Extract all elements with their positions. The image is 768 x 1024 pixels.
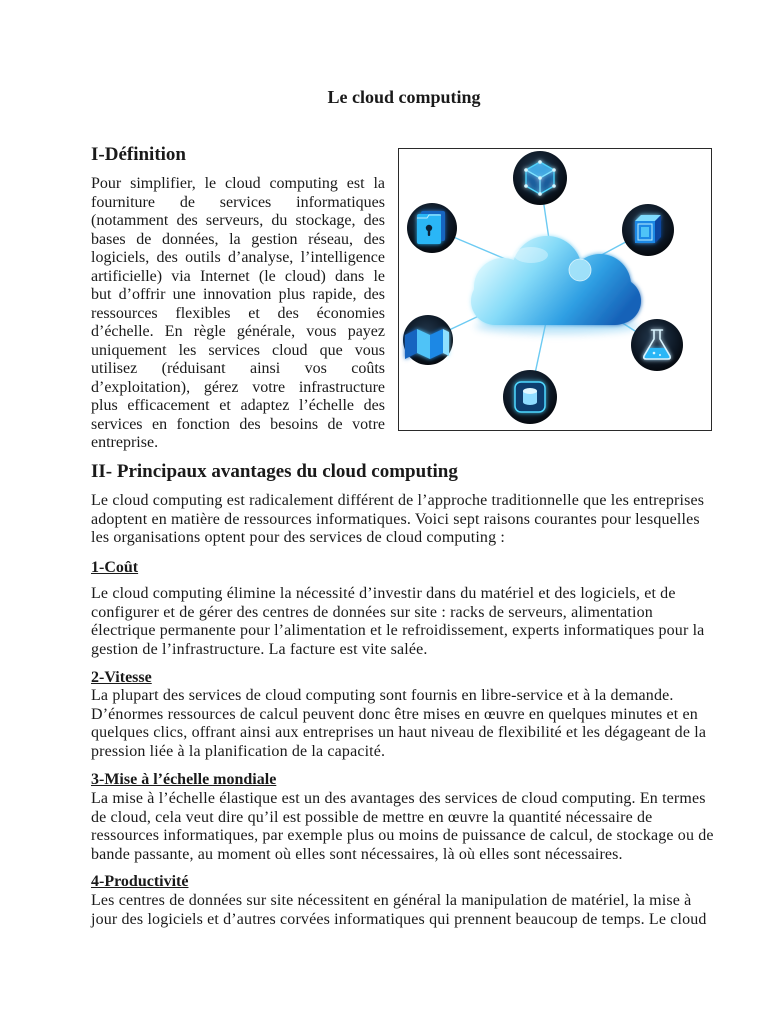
definition-heading: I-Définition (91, 144, 186, 165)
documents-icon (403, 315, 453, 365)
paragraph-line: d’exploitation), gérez votre infrastructure (91, 378, 385, 396)
speed-paragraph (91, 687, 731, 761)
definition-paragraph (91, 175, 385, 453)
cube-icon (513, 151, 567, 205)
paragraph-line: d’échelle. En règle générale, vous payez (91, 323, 385, 340)
paragraph-line: ressources flexibles et des économies (91, 304, 385, 322)
advantages-intro-paragraph (91, 492, 731, 548)
paragraph-line: D’énormes ressources de calcul peuvent donc être mises en œuvre en quelques minutes et en (91, 705, 698, 723)
paragraph-line: les organisations optent pour des services de cloud computing : (91, 529, 505, 546)
paragraph-line: La mise à l’échelle élastique est un des avantages des services de cloud computing. En termes (91, 790, 706, 807)
paragraph-line: jour des logiciels et d’autres corvées informatiques qui prennent beaucoup de temps. Le cloud (91, 910, 707, 928)
flask-icon (631, 319, 683, 371)
cloud-computing-illustration (398, 148, 712, 431)
paragraph-line: Le cloud computing est radicalement différent de l’approche traditionnelle que les entreprises (91, 492, 705, 509)
paragraph-line: plus efficacement et adaptez l’échelle des (91, 397, 385, 414)
folder-lock-icon (407, 203, 457, 253)
database-icon (503, 370, 557, 424)
paragraph-line: uniquement les services cloud que vous (91, 341, 385, 359)
productivity-paragraph (91, 892, 731, 929)
paragraph-line: La plupart des services de cloud computing sont fournis en libre-service et à la demande. (91, 687, 674, 704)
paragraph-line: bande passante, au moment où elles sont nécessaires, là où elles sont nécessaires. (91, 845, 623, 863)
paragraph-line: (notamment des serveurs, du stockage, des (91, 212, 385, 229)
paragraph-line: Le cloud computing élimine la nécessité d’investir dans du matériel et des logiciels, et de (91, 585, 676, 602)
advantages-heading: II- Principaux avantages du cloud computing (91, 461, 458, 482)
paragraph-line: artificielle) via Internet (le cloud) dans le (91, 267, 385, 285)
paragraph-line: services en fonction des besoins de votre (91, 415, 385, 433)
global-scale-subheading: 3-Mise à l’échelle mondiale (91, 771, 277, 788)
paragraph-line: but d’offrir une innovation plus rapide, des (91, 286, 385, 303)
cost-paragraph (91, 585, 731, 659)
paragraph-line: entreprise. (91, 434, 159, 451)
paragraph-line: Les centres de données sur site nécessitent en général la manipulation de matériel, la mise à (91, 892, 692, 909)
paragraph-line: électrique permanente pour l’alimentation et le refroidissement, experts informatiques pour la (91, 622, 705, 639)
paragraph-line: adoptent en matière de ressources informatiques. Voici sept raisons courantes pour lesquelles (91, 510, 700, 528)
paragraph-line: gestion de l’infrastructure. La facture est vite salée. (91, 640, 428, 658)
paragraph-line: Pour simplifier, le cloud computing est la (91, 175, 385, 192)
productivity-subheading: 4-Productivité (91, 873, 189, 890)
paragraph-line: bases de données, la gestion réseau, des (91, 230, 385, 248)
paragraph-line: logiciels, des outils d’analyse, l’intelligence (91, 249, 385, 266)
layers-icon (622, 204, 674, 256)
cost-subheading: 1-Coût (91, 559, 139, 576)
paragraph-line: configurer et de gérer des centres de données sur site : racks de serveurs, alimentation (91, 603, 653, 621)
cloud-icon (471, 236, 641, 334)
paragraph-line: quelques clics, offrant ainsi aux entreprises un haut niveau de flexibilité et les dégageant de la (91, 724, 707, 741)
paragraph-line: de cloud, cela veut dire qu’il est possible de mettre en œuvre la quantité nécessaire de (91, 808, 653, 826)
cloud-diagram (399, 149, 711, 430)
document-title: Le cloud computing (327, 87, 481, 107)
paragraph-line: ressources informatiques, par exemple plus ou moins de puissance de calcul, de stockage ou de (91, 827, 714, 844)
speed-subheading: 2-Vitesse (91, 669, 152, 686)
paragraph-line: fourniture de services informatiques (91, 193, 385, 211)
paragraph-line: pression liée à la planification de la capacité. (91, 742, 386, 760)
paragraph-line: utilisez (réduisant ainsi vos coûts (91, 360, 385, 377)
global-scale-paragraph (91, 790, 731, 864)
